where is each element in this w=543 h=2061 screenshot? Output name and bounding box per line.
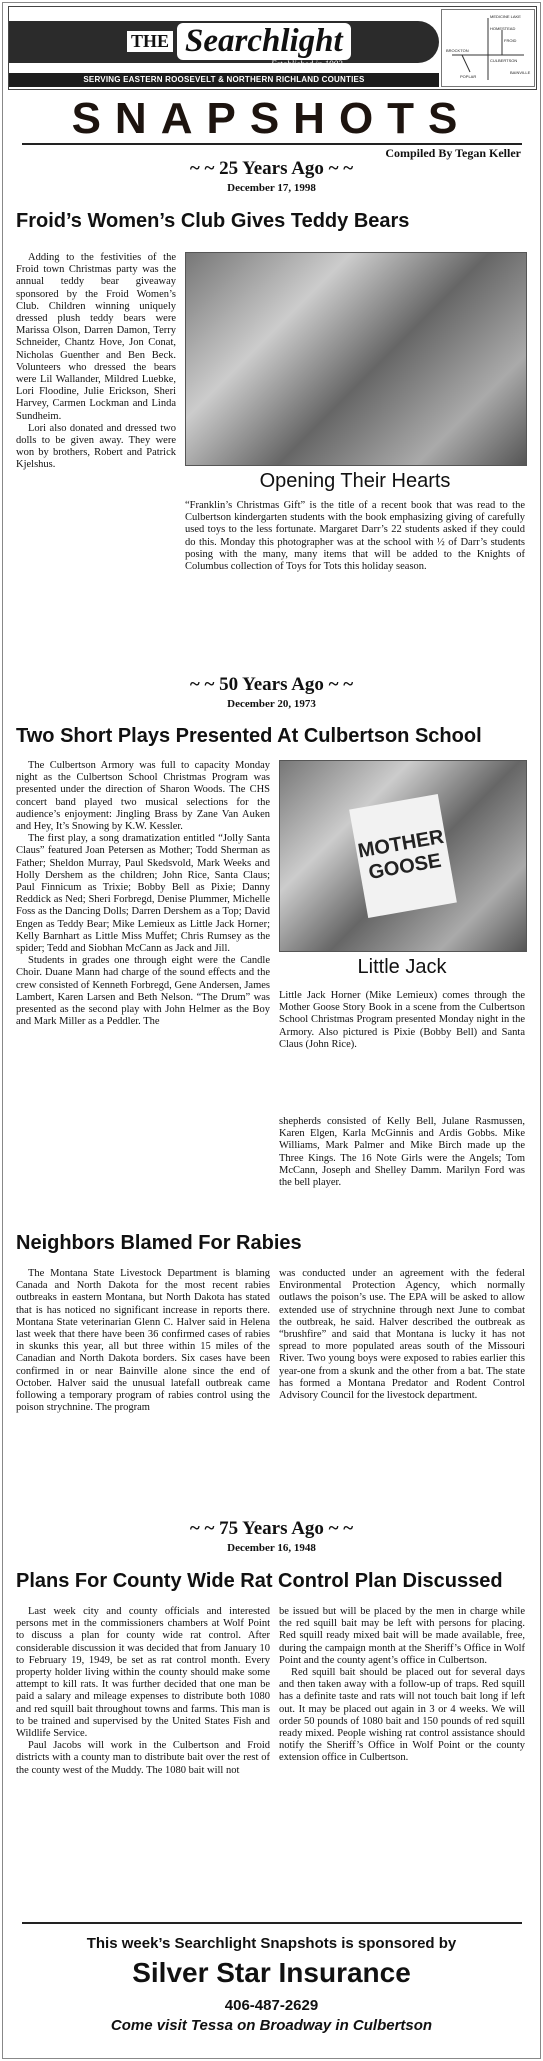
photo-sign: MOTHER GOOSE: [349, 794, 457, 918]
sponsor-box: [30, 1935, 513, 2053]
sponsor-phone: 406-487-2629: [224, 1997, 319, 2014]
sponsor-name: Silver Star Insurance: [132, 1957, 411, 1988]
compiled-by: Compiled By Tegan Keller: [385, 146, 521, 160]
article-continued: shepherds consisted of Kelly Bell, Julane Rasmussen, Karen Elgen, Karla McGinnis and Ardis Gobbs. Mike Williams, Mark Palmer and Mike Birch made up the Three Kings. The 16 Note Girls were the Angels; Tom McCann, Joseph and Shelley Damm. Marilyn Ford was the bell player.: [279, 1116, 525, 1189]
article-headline: Two Short Plays Presented At Culbertson School: [16, 725, 482, 747]
photo-children-toys: [185, 252, 527, 466]
section-50-years-heading: ~ ~ 50 Years Ago ~ ~: [189, 674, 354, 695]
section-75-years-date: December 16, 1948: [227, 1542, 316, 1554]
paragraph: The first play, a song dramatization entitled “Jolly Santa Claus” featured Joan Petersen as Mother; Todd Sherman as Father; Sheldon Murray, Paul Skedsvold, Mark Weeks and Holly Dershem as the children; John Rice, Santa Claus; Paul Finnicum as Trixie; Bobby Bell as Pixie; Danny Reddick as Ned; Sheri Forbregd, Denise Plummer, Michelle Foss as the Dancing Dolls; Darren Dershem as a Top; David Engen as Teddy Bear; Mike Lemieux as Little Jack Horner; Kelly Barnhart as Little Miss Muffet; Chris Rumsey as the spider; Tedd and Siobhan McCann as Jack and Jill.: [16, 833, 270, 955]
paragraph: The Culbertson Armory was full to capacity Monday night as the Culbertson School Christmas Program was presented under the direction of Sharon Woods. The CHS concert band played two musical selections for the audience’s enjoyment: Jingling Brass by Zane Van Auken and Hey, It’s Snowing by K.W. Kessler.: [16, 760, 270, 833]
paragraph: Adding to the festivities of the Froid town Christmas party was the annual teddy bear giveaway sponsored by the Froid Women’s Club. Children winning uniquely dressed plush teddy bears were Marissa Olson, Darren Damon, Terry Schneider, Chantz Hove, Jon Conat, Nicholas Guenther and Ben Beck. Volunteers who dressed the bears were Lil Wallander, Mildred Luebke, Lori Floodine, Julie Erickson, Sheri Harvey, Carmen Lockman and Linda Sundheim.: [16, 252, 176, 422]
article-body: [16, 760, 270, 1028]
area-map: [441, 9, 535, 87]
sponsor-intro: This week’s Searchlight Snapshots is sponsored by: [86, 1935, 457, 1952]
map-label: POPLAR: [460, 74, 477, 79]
paragraph: be issued but will be placed by the men in charge while the red squill bait may be left with persons for placing. Red squill ready mixed bait will be made available, free, during the campaign month at the Sheriff’s Office in Wolf Point and the county agent’s office in Culbertson.: [279, 1606, 525, 1666]
article-column-2: was conducted under an agreement with the federal Environmental Protection Agency, which normally outlaws the poison’s use. The EPA will be asked to allow extended use of strychnine through next June to combat the outbreak, he said. Halver described the outbreak as “brushfire” and said that Montana is lucky it has not spread to more populated areas south of the Missouri River. Two young boys were exposed to rabies earlier this year-one from a skunk and the other from a bat. The state has formed a Montana Predator and Rodent Control Advisory Council for the livestock department.: [279, 1268, 525, 1402]
photo-little-jack: [279, 760, 527, 952]
article-headline: Neighbors Blamed For Rabies: [16, 1232, 302, 1254]
map-label: HOMESTEAD: [490, 26, 516, 31]
article-headline: Plans For County Wide Rat Control Plan Discussed: [16, 1570, 503, 1592]
paragraph: Students in grades one through eight were the Candle Choir. Duane Mann had charge of the sound effects and the crew consisted of Kenneth Forbregd, Gene Andersen, James Lambert, Karen Larsen and Beth Nelson. “The Drum” was presented as the second play with John Helmer as the Boy and Mark Miller as a Peddler. The: [16, 955, 270, 1028]
masthead-established: Established in 1902: [271, 59, 343, 69]
photo-text: “Franklin’s Christmas Gift” is the title of a recent book that was read to the Culbertson kindergarten students with the book emphasizing giving of carefully used toys to the less fortunate. Margaret Darr’s 22 students asked if they could do this. Monday this photographer was at the school with ½ of Darr’s students posing with the many, many items that will be added to the Knights of Columbus collection of Toys for Tots this holiday season.: [185, 500, 525, 573]
page-title: SNAPSHOTS: [71, 94, 472, 143]
photo-caption: Opening Their Hearts: [259, 470, 451, 492]
article-column-1: [16, 1606, 270, 1777]
map-label: FROID: [504, 38, 517, 43]
photo-text: Little Jack Horner (Mike Lemieux) comes through the Mother Goose Story Book in a scene from the Culbertson School Christmas Program presented Monday night in the Armory. Also pictured is Pixie (Bobby Bell) and Santa Claus (John Rice).: [279, 990, 525, 1050]
paragraph: Paul Jacobs will work in the Culbertson and Froid districts with a county man to distribute bait over the rest of the county west of the Muddy. The 1080 bait will not: [16, 1740, 270, 1776]
section-50-years-date: December 20, 1973: [227, 698, 316, 710]
map-label: CULBERTSON: [490, 58, 518, 63]
article-column-1: The Montana State Livestock Department is blaming Canada and North Dakota for the most recent rabies outbreaks in eastern Montana, but North Dakota has stated that is has noticed no significant increase in reports there. Montana State veterinarian Glenn C. Halver said in Helena last week that there have been 36 confirmed cases of rabies in skunks this year, all but three within 15 miles of the Canadian and North Dakota borders. Six cases have been confirmed in or near Bainville alone since the end of October. Halver said the unusual latefall outbreak came following a temporary program of rabies control using the poison strychnine. The program: [16, 1268, 270, 1414]
article-headline: Froid’s Women’s Club Gives Teddy Bears: [16, 210, 410, 232]
sponsor-tagline: Come visit Tessa on Broadway in Culbertson: [110, 2017, 433, 2034]
masthead-serving: SERVING EASTERN ROOSEVELT & NORTHERN RICHLAND COUNTIES: [9, 73, 439, 87]
map-label: BROCKTON: [446, 48, 469, 53]
paragraph: Last week city and county officials and interested persons met in the commissioners chambers at Wolf Point to discuss a plan for county wide rat control. After considerable discussion it was decided that from January 10 to February 19, 1949, be set as rat control month. Every property holder living within the county should make some attempt to kill rats. It was further decided that one man be paid a salary and mileage expenses to distribute both 1080 and red squill bait throughout towns and farms. This man is to be trained and supervised by the United States Fish and Wildlife Service.: [16, 1606, 270, 1740]
section-75-years-heading: ~ ~ 75 Years Ago ~ ~: [189, 1518, 354, 1539]
paragraph: Lori also donated and dressed two dolls to be given away. They were won by brothers, Robert and Patrick Kjelshus.: [16, 422, 176, 471]
photo-caption: Little Jack: [357, 956, 447, 978]
title-rule: [22, 143, 522, 145]
masthead: [8, 6, 537, 90]
section-25-years-heading: ~ ~ 25 Years Ago ~ ~: [189, 158, 354, 179]
section-25-years-date: December 17, 1998: [227, 182, 316, 194]
article-body: [16, 252, 176, 472]
map-label: MEDICINE LAKE: [490, 14, 521, 19]
map-label: BAINVILLE: [510, 70, 531, 75]
footer-rule: [22, 1922, 522, 1924]
article-column-2: [279, 1606, 525, 1765]
masthead-the: THE: [127, 31, 173, 52]
paragraph: Red squill bait should be placed out for several days and then taken away with a follow-up of traps. Red squill has a definite taste and rats will not touch bait long if left out. It may be placed out again in 3 or 4 weeks. We will order 50 pounds of 1080 bait and 150 pounds of red squill ready mixed. People wishing rat control assistance should notify the Sheriff’s Office in Wolf Point or the county extension office in Culbertson.: [279, 1667, 525, 1764]
masthead-name: Searchlight: [177, 23, 351, 60]
